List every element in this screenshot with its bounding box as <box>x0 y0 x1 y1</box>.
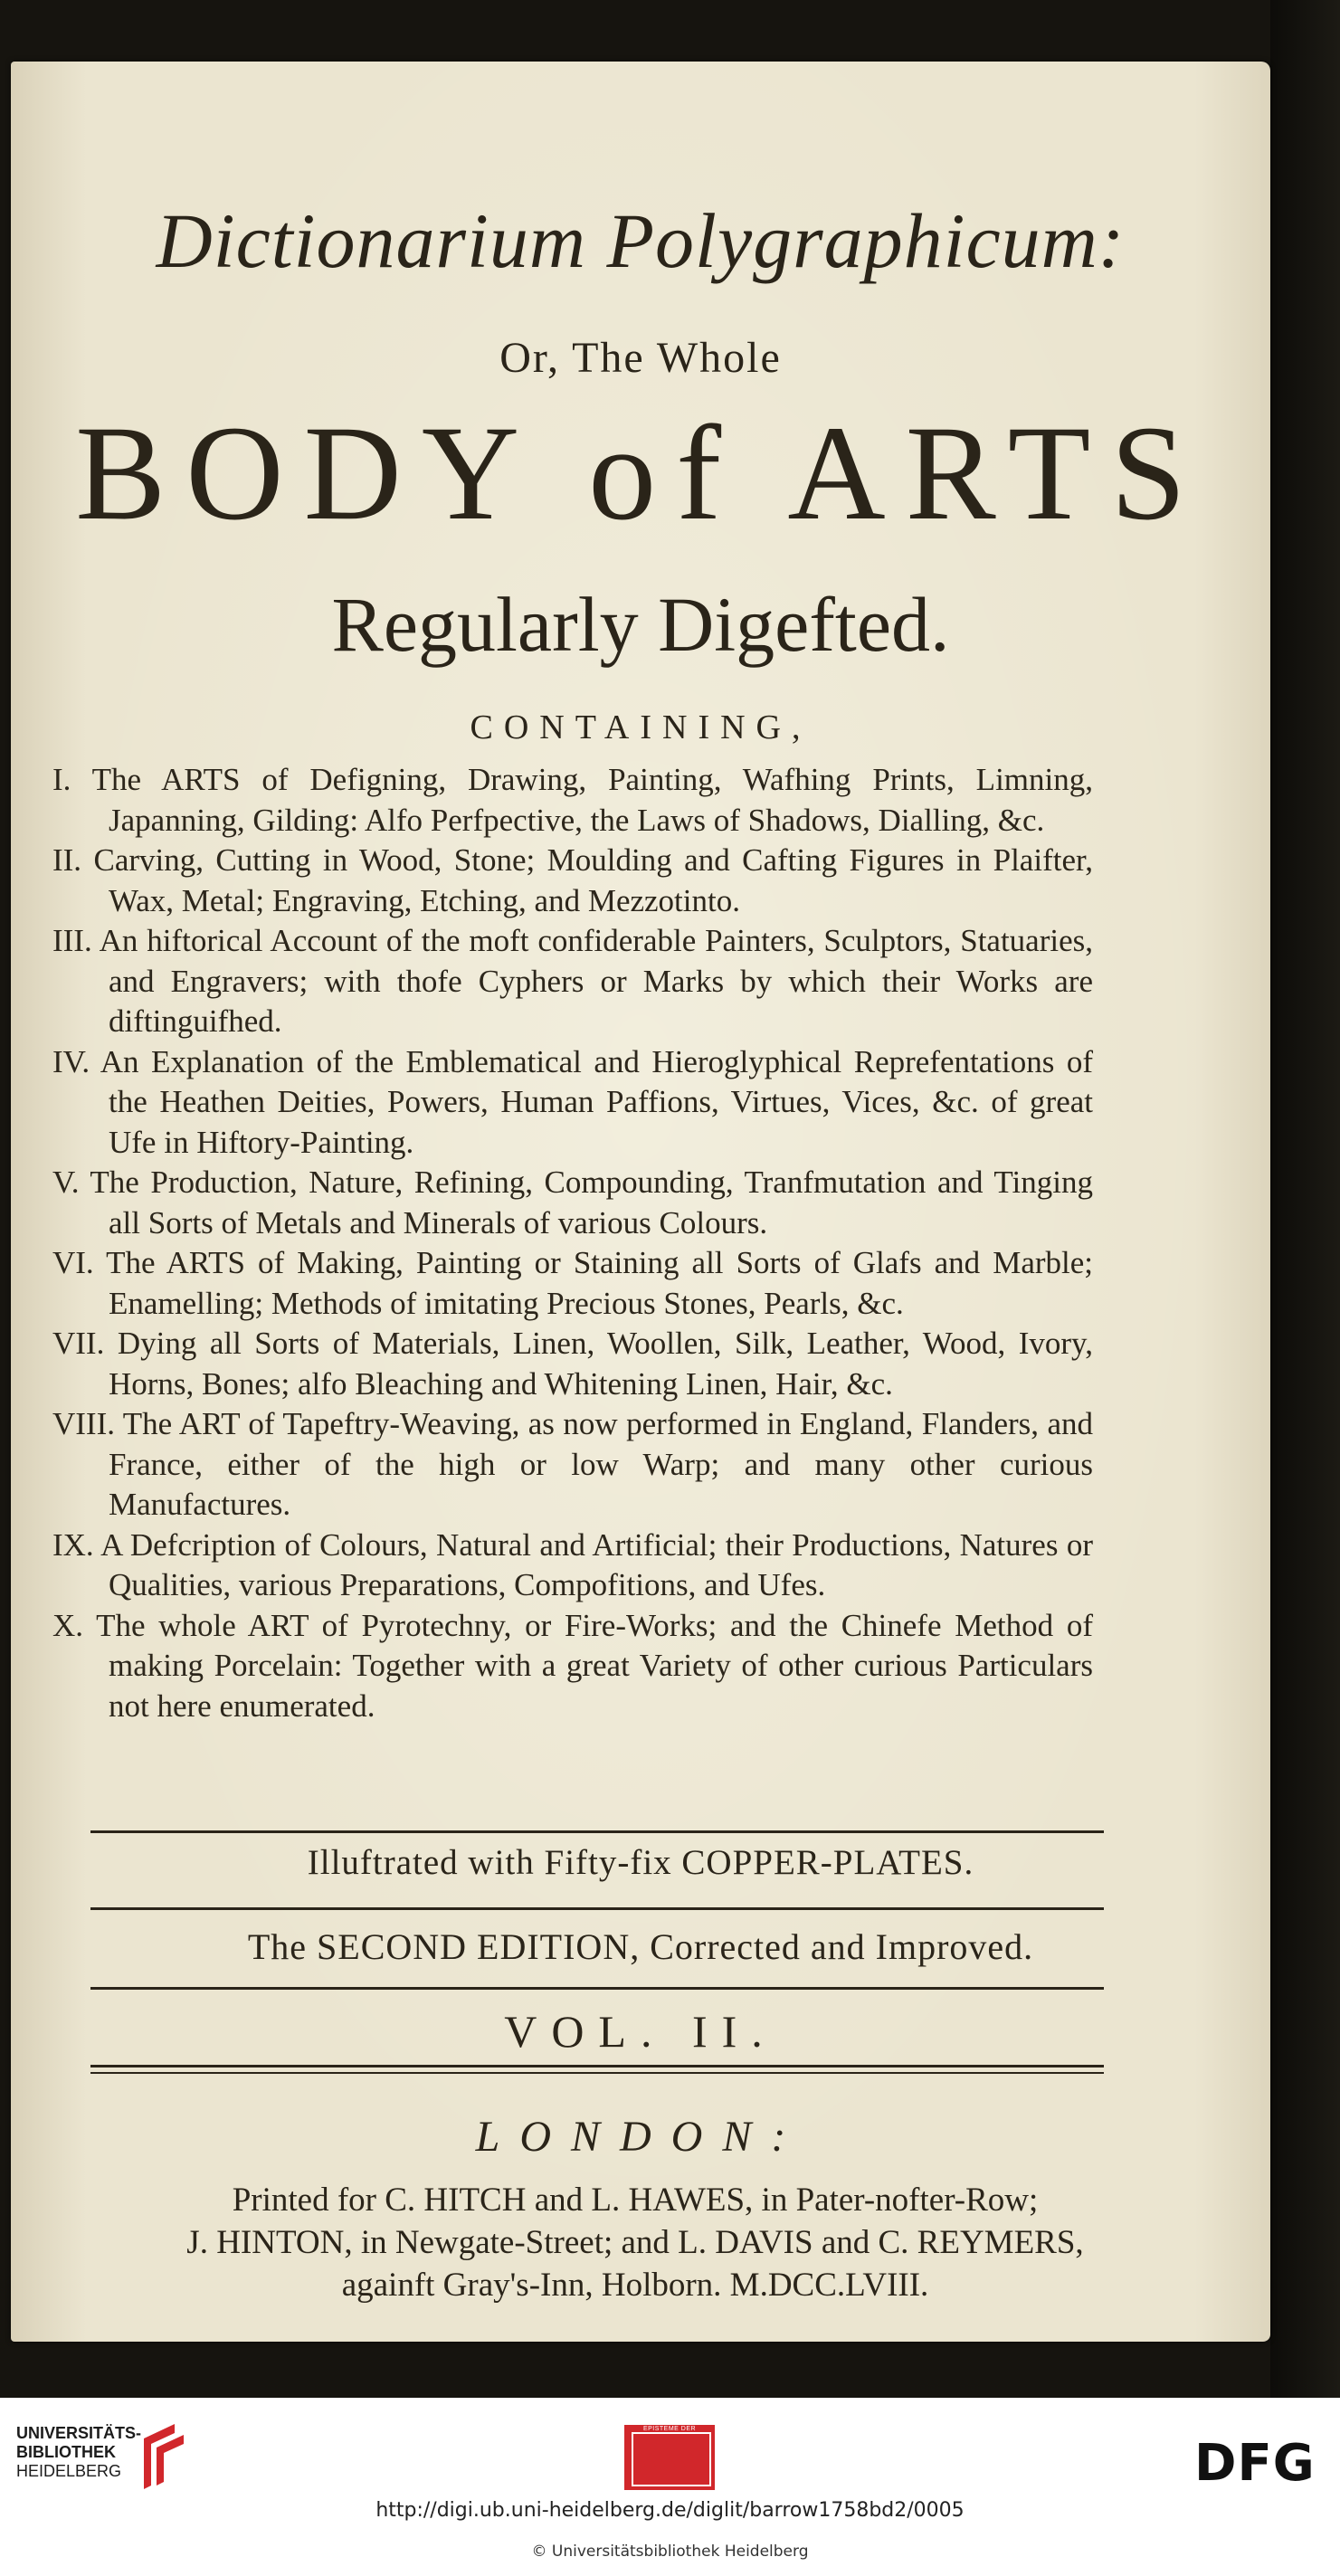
illustration-note: Illuftrated with Fifty-fix COPPER-PLATES. <box>307 1843 974 1882</box>
list-item: VI. The ARTS of Making, Painting or Staining all Sorts of Glafs and Marble; Enamelling; Methods of imitating Precious Stones, Pearls, &c. <box>52 1245 1093 1321</box>
list-item: III. An hiftorical Account of the moft confiderable Painters, Sculptors, Statuaries, and Engravers; with thofe Cyphers or Marks by which their Works are diftinguifhed. <box>52 923 1093 1039</box>
library-name-line: BIBLIOTHEK <box>16 2443 116 2461</box>
book-title: Dictionarium Polygraphicum: <box>156 197 1126 284</box>
list-item: X. The whole ART of Pyrotechny, or Fire-Works; and the Chinefe Method of making Porcelain: Together with a great Variety of other curious Particulars not here enumerated. <box>52 1607 1093 1724</box>
permalink-url[interactable]: http://digi.ub.uni-heidelberg.de/diglit/barrow1758bd2/0005 <box>375 2499 965 2522</box>
divider-rule <box>90 1907 1104 1910</box>
imprint-line: Printed for C. HITCH and L. HAWES, in Pater-nofter-Row; <box>232 2182 1039 2219</box>
divider-rule <box>90 2065 1104 2067</box>
book-spine <box>1270 0 1340 2398</box>
list-item: VII. Dying all Sorts of Materials, Linen, Woollen, Silk, Leather, Wood, Ivory, Horns, Bones; alfo Bleaching and Whitening Linen, Hair, &c. <box>52 1326 1093 1402</box>
main-heading-line2: Regularly Digefted. <box>331 581 950 668</box>
library-name-line: UNIVERSITÄTS- <box>16 2424 142 2442</box>
list-item: I. The ARTS of Defigning, Drawing, Painting, Wafhing Prints, Limning, Japanning, Gilding: Alfo Perfpective, the Laws of Shadows, Dialling, &c. <box>52 762 1093 838</box>
library-logo[interactable] <box>16 2422 188 2495</box>
list-item: II. Carving, Cutting in Wood, Stone; Moulding and Cafting Figures in Plaifter, Wax, Metal; Engraving, Etching, and Mezzotinto. <box>52 842 1093 918</box>
title-page <box>11 62 1270 2342</box>
list-item: IV. An Explanation of the Emblematical and Hieroglyphical Reprefentations of the Heathen Deities, Powers, Human Paffions, Virtues, Vices, &c. of great Ufe in Hiftory-Painting. <box>52 1043 1093 1160</box>
dfg-logo[interactable]: DFG <box>1194 2434 1316 2493</box>
edition-note: The SECOND EDITION, Corrected and Improved. <box>247 1926 1034 1967</box>
volume-label: VOL. II. <box>504 2006 777 2057</box>
library-name-line: HEIDELBERG <box>16 2462 122 2480</box>
main-heading: BODY of ARTS <box>75 398 1206 548</box>
library-emblem-icon <box>138 2422 187 2491</box>
imprint-line: againft Gray's-Inn, Holborn. M.DCC.LVIII. <box>341 2267 929 2304</box>
contents-list <box>52 760 1093 1726</box>
containing-label: CONTAINING, <box>470 708 812 746</box>
episteme-logo[interactable] <box>624 2425 715 2490</box>
divider-rule <box>90 1987 1104 1990</box>
divider-rule <box>90 2072 1104 2074</box>
library-name <box>16 2424 141 2481</box>
list-item: VIII. The ART of Tapeftry-Weaving, as now performed in England, Flanders, and France, either of the high or low Warp; and many other curious Manufactures. <box>52 1406 1093 1522</box>
list-item: IX. A Defcription of Colours, Natural and Artificial; their Productions, Natures or Qualities, various Preparations, Compofitions, and Ufes. <box>52 1526 1093 1602</box>
copyright-notice: © Universitätsbibliothek Heidelberg <box>531 2543 809 2561</box>
episteme-frame-icon <box>632 2432 711 2486</box>
episteme-caption: EPISTEME DER <box>642 2426 697 2432</box>
book-subtitle: Or, The Whole <box>499 334 782 382</box>
list-item: V. The Production, Nature, Refining, Compounding, Tranfmutation and Tinging all Sorts of Metals and Minerals of various Colours. <box>52 1164 1093 1240</box>
imprint-line: J. HINTON, in Newgate-Street; and L. DAVIS and C. REYMERS, <box>186 2224 1084 2261</box>
divider-rule <box>90 1830 1104 1833</box>
imprint-city: LONDON: <box>475 2113 806 2161</box>
